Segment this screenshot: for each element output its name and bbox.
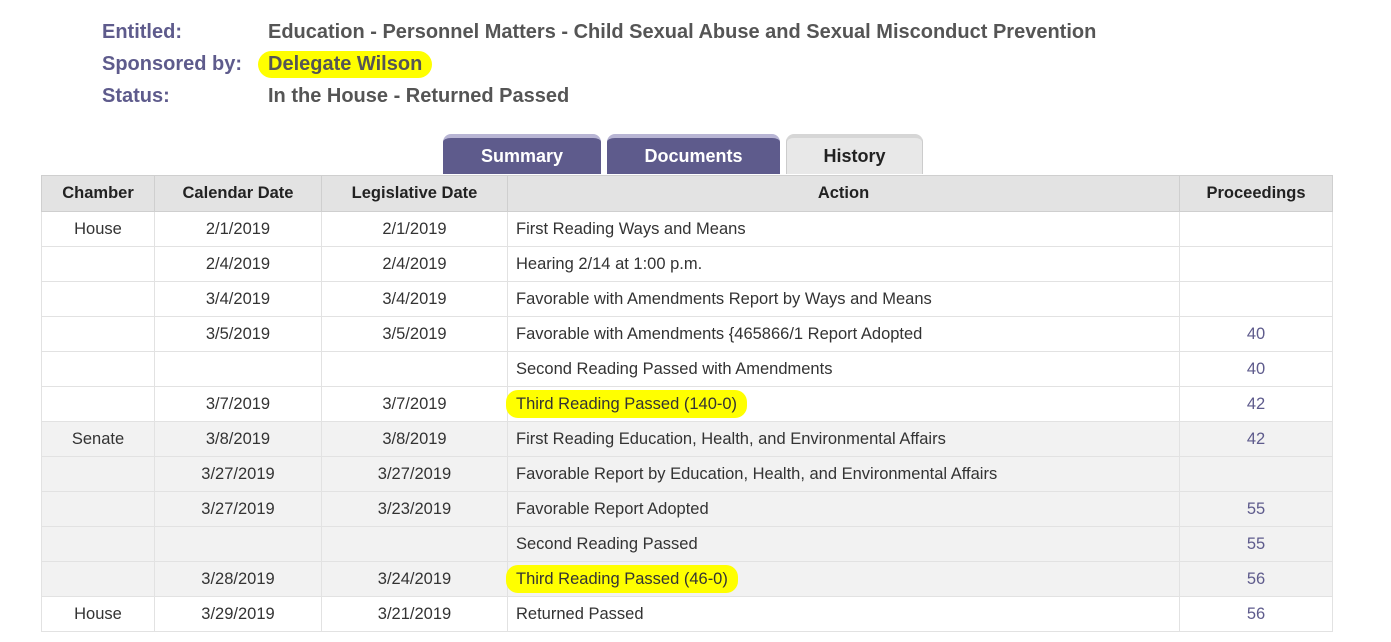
proceedings-link[interactable]: 56 xyxy=(1246,569,1266,588)
table-row xyxy=(42,492,1333,527)
tab-documents[interactable]: Documents xyxy=(607,134,780,174)
status-label: Status: xyxy=(102,84,170,107)
proceedings-cell xyxy=(1180,597,1333,632)
proceedings-cell xyxy=(1180,282,1333,317)
legislative-date-cell: 3/4/2019 xyxy=(322,282,508,317)
proceedings-link[interactable]: 40 xyxy=(1246,324,1266,343)
chamber-cell: House xyxy=(42,597,155,632)
table-row xyxy=(42,247,1333,282)
sponsor-value: Delegate Wilson xyxy=(258,51,432,78)
status-row xyxy=(102,80,1096,112)
proceedings-link[interactable]: 42 xyxy=(1246,429,1266,448)
legislative-date-cell: 3/7/2019 xyxy=(322,387,508,422)
action-cell: Favorable with Amendments {465866/1 Report Adopted xyxy=(508,317,1180,352)
action-cell xyxy=(508,387,1180,422)
legislative-date-cell: 3/21/2019 xyxy=(322,597,508,632)
legislative-date-cell: 2/1/2019 xyxy=(322,212,508,247)
chamber-cell xyxy=(42,387,155,422)
legislative-date-cell xyxy=(322,527,508,562)
legislative-date-cell: 2/4/2019 xyxy=(322,247,508,282)
proceedings-link[interactable]: 55 xyxy=(1246,534,1266,553)
calendar-date-cell: 3/29/2019 xyxy=(155,597,322,632)
entitled-label: Entitled: xyxy=(102,20,182,43)
calendar-date-cell: 3/5/2019 xyxy=(155,317,322,352)
action-cell: Second Reading Passed xyxy=(508,527,1180,562)
table-row xyxy=(42,527,1333,562)
proceedings-cell xyxy=(1180,247,1333,282)
action-highlighted-text: Third Reading Passed (140-0) xyxy=(506,390,747,418)
action-highlighted-text: Third Reading Passed (46-0) xyxy=(506,565,738,593)
action-cell: First Reading Ways and Means xyxy=(508,212,1180,247)
header-proceedings[interactable]: Proceedings xyxy=(1180,176,1333,212)
calendar-date-cell: 3/27/2019 xyxy=(155,492,322,527)
calendar-date-cell xyxy=(155,527,322,562)
action-cell xyxy=(508,562,1180,597)
tab-history[interactable]: History xyxy=(786,134,923,174)
table-row xyxy=(42,562,1333,597)
calendar-date-cell: 2/1/2019 xyxy=(155,212,322,247)
action-cell: Returned Passed xyxy=(508,597,1180,632)
legislative-date-cell: 3/5/2019 xyxy=(322,317,508,352)
action-cell: First Reading Education, Health, and Environmental Affairs xyxy=(508,422,1180,457)
action-cell: Second Reading Passed with Amendments xyxy=(508,352,1180,387)
chamber-cell xyxy=(42,527,155,562)
calendar-date-cell: 3/28/2019 xyxy=(155,562,322,597)
calendar-date-cell: 3/7/2019 xyxy=(155,387,322,422)
chamber-cell xyxy=(42,492,155,527)
chamber-cell xyxy=(42,282,155,317)
table-row xyxy=(42,387,1333,422)
status-value: In the House - Returned Passed xyxy=(268,84,570,107)
header-calendar-date[interactable]: Calendar Date xyxy=(155,176,322,212)
table-row xyxy=(42,317,1333,352)
proceedings-cell xyxy=(1180,422,1333,457)
sponsor-label: Sponsored by: xyxy=(102,52,243,75)
proceedings-cell xyxy=(1180,527,1333,562)
proceedings-cell xyxy=(1180,317,1333,352)
action-cell: Favorable Report Adopted xyxy=(508,492,1180,527)
table-row xyxy=(42,457,1333,492)
calendar-date-cell: 3/4/2019 xyxy=(155,282,322,317)
tab-bar xyxy=(443,134,923,174)
legislative-date-cell: 3/8/2019 xyxy=(322,422,508,457)
table-row xyxy=(42,212,1333,247)
proceedings-cell xyxy=(1180,352,1333,387)
proceedings-link[interactable]: 56 xyxy=(1246,604,1266,623)
chamber-cell xyxy=(42,317,155,352)
proceedings-link[interactable]: 42 xyxy=(1246,394,1266,413)
legislative-date-cell: 3/23/2019 xyxy=(322,492,508,527)
chamber-cell xyxy=(42,247,155,282)
calendar-date-cell: 3/8/2019 xyxy=(155,422,322,457)
table-row xyxy=(42,352,1333,387)
proceedings-cell xyxy=(1180,212,1333,247)
header-legislative-date[interactable]: Legislative Date xyxy=(322,176,508,212)
legislative-date-cell xyxy=(322,352,508,387)
chamber-cell: House xyxy=(42,212,155,247)
action-cell: Favorable with Amendments Report by Ways and Means xyxy=(508,282,1180,317)
calendar-date-cell: 3/27/2019 xyxy=(155,457,322,492)
proceedings-link[interactable]: 55 xyxy=(1246,499,1266,518)
action-cell: Favorable Report by Education, Health, and Environmental Affairs xyxy=(508,457,1180,492)
proceedings-cell xyxy=(1180,387,1333,422)
entitled-value: Education - Personnel Matters - Child Sexual Abuse and Sexual Misconduct Prevention xyxy=(268,20,1097,43)
legislative-date-cell: 3/27/2019 xyxy=(322,457,508,492)
chamber-cell: Senate xyxy=(42,422,155,457)
chamber-cell xyxy=(42,562,155,597)
table-row xyxy=(42,597,1333,632)
bill-info xyxy=(102,16,1096,112)
proceedings-cell xyxy=(1180,562,1333,597)
table-row xyxy=(42,422,1333,457)
legislative-date-cell: 3/24/2019 xyxy=(322,562,508,597)
history-header-row xyxy=(42,176,1333,212)
header-chamber[interactable]: Chamber xyxy=(42,176,155,212)
history-table xyxy=(41,175,1333,632)
header-action[interactable]: Action xyxy=(508,176,1180,212)
calendar-date-cell xyxy=(155,352,322,387)
entitled-row xyxy=(102,16,1096,48)
proceedings-cell xyxy=(1180,492,1333,527)
proceedings-link[interactable]: 40 xyxy=(1246,359,1266,378)
action-cell: Hearing 2/14 at 1:00 p.m. xyxy=(508,247,1180,282)
chamber-cell xyxy=(42,457,155,492)
calendar-date-cell: 2/4/2019 xyxy=(155,247,322,282)
table-row xyxy=(42,282,1333,317)
sponsor-row xyxy=(102,48,1096,80)
proceedings-cell xyxy=(1180,457,1333,492)
chamber-cell xyxy=(42,352,155,387)
tab-summary[interactable]: Summary xyxy=(443,134,601,174)
